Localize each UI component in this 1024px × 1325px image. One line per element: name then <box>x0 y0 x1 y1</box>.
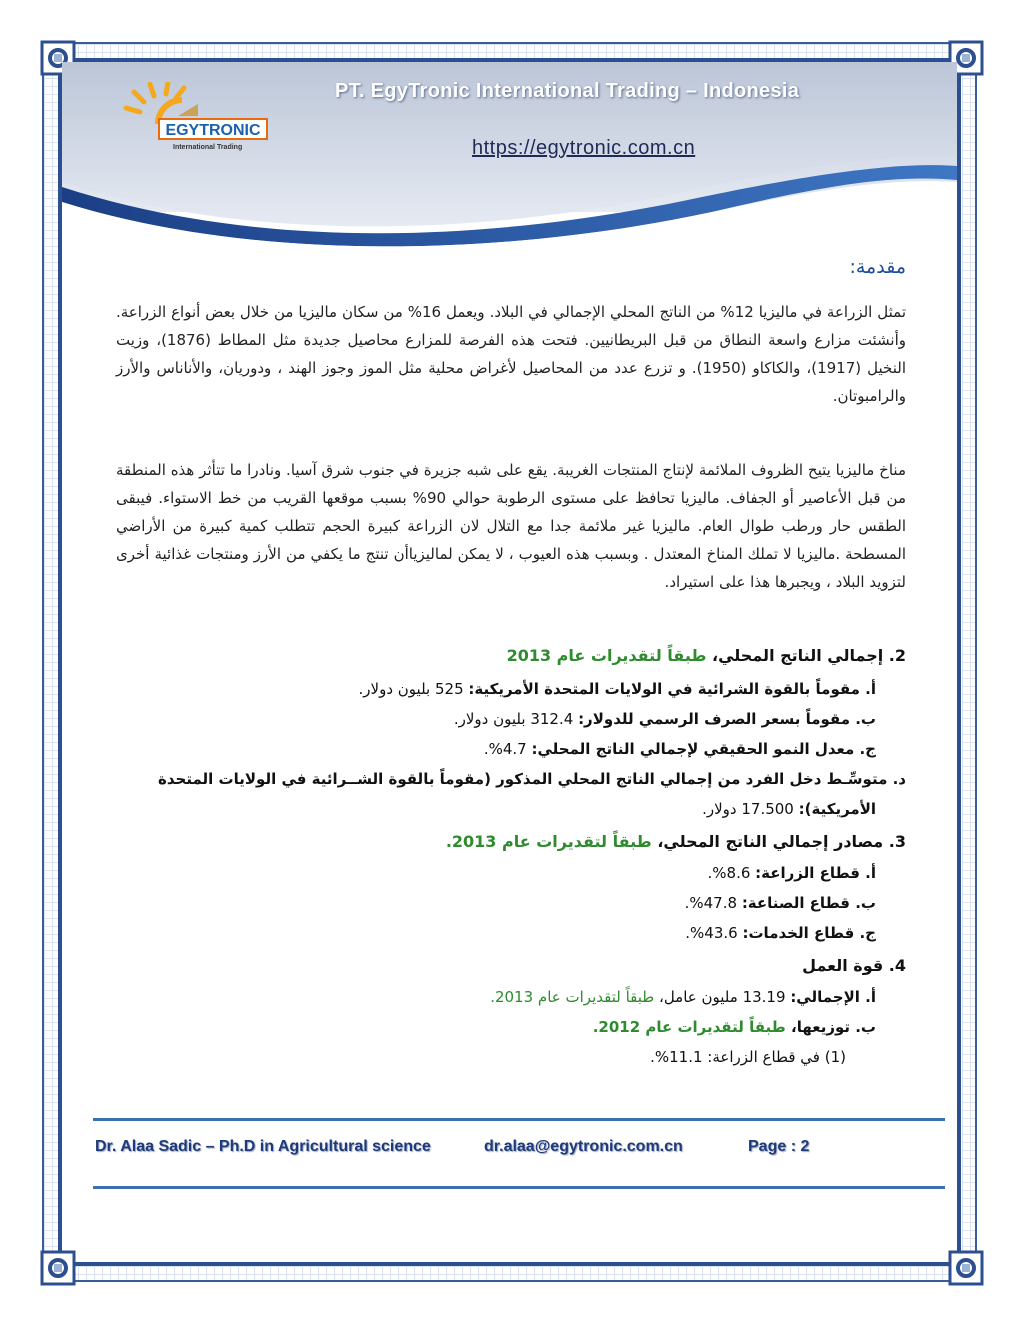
gdp-item-c <box>484 740 876 758</box>
intro-paragraph-2: مناخ ماليزيا يتيح الظروف الملائمة لإنتاج المنتجات الغريبة. يقع على شبه جزيرة في جنوب شرق آسيا. ونادرا ما تتأثر هذه المنطقة من قبل الأعاصير أو الجفاف. ماليزيا تحافظ على مستوى الرطوبة حوالي 90% بسبب موقعها القريب من خط الاستواء. فيبقى الطقس حار ورطب طوال العام. ماليزيا غير ملائمة جدا مع التلال لان الزراعة كبيرة الحجم تتطلب كمية كبيرة من الأراضي المسطحة .ماليزيا لا تملك المناخ المعتدل . وبسبب هذه العيوب ، لا يمكن لماليزياأن تنتج ما يكفي من الأرز ومنتجات غذائية أخرى لتزويد البلاد ، ويجبرها هذا على استيراد. <box>116 461 906 591</box>
sources-title-note: طبقاً لتقديرات عام 2013. <box>445 832 652 851</box>
corner-ornament-bottom-right <box>948 1250 984 1286</box>
sources-section-title <box>446 832 906 851</box>
footer-bottom-rule <box>93 1186 945 1189</box>
labor-b-note: طبقاً لتقديرات عام 2012. <box>592 1018 786 1036</box>
gdp-b-value: 312.4 بليون دولار. <box>453 710 574 728</box>
gdp-title-text: 2. إجمالي الناتج المحلي، <box>712 646 906 665</box>
corner-ornament-bottom-left <box>40 1250 76 1286</box>
gdp-title-note: طبقاً لتقديرات عام 2013 <box>506 646 707 665</box>
labor-a-note: طبقاً لتقديرات عام 2013. <box>490 988 655 1006</box>
sources-a-label: أ. قطاع الزراعة: <box>755 864 876 882</box>
sources-title-text: 3. مصادر إجمالي الناتج المحلي، <box>657 832 906 851</box>
sources-item-a <box>708 864 877 882</box>
sources-c-label: ج. قطاع الخدمات: <box>742 924 876 942</box>
gdp-c-label: ج. معدل النمو الحقيقي لإجمالي الناتج المحلي: <box>531 740 876 758</box>
sources-a-value: 8.6%. <box>707 864 751 882</box>
gdp-d-label2: الأمريكية): <box>798 800 876 818</box>
intro-paragraph-1: تمثل الزراعة في ماليزيا 12% من الناتج المحلي الإجمالي في البلاد. ويعمل 16% من سكان ماليزيا من خلال بعض أنواع الزراعة. وأنشئت مزارع واسعة النطاق من قبل البريطانيين. فتحت هذه الفرصة للمزارع محاصيل جديدة مثل المطاط (1876)، وزيت النخيل (1917)، والكاكاو (1950). و تزرع عدد من المحاصيل لأغراض محلية مثل الموز وجوز الهند ، ودوريان، والأناناس والأرز والرامبوتان. <box>116 303 907 405</box>
sources-c-value: 43.6%. <box>685 924 738 942</box>
gdp-a-label: أ. مقوماً بالقوة الشرائية في الولايات المتحدة الأمريكية: <box>468 680 876 698</box>
gdp-section-title <box>507 646 906 665</box>
logo-subtitle: International Trading <box>173 144 243 151</box>
labor-item-b <box>593 1018 876 1036</box>
labor-section-title: 4. قوة العمل <box>802 956 906 975</box>
labor-a-value: 13.19 مليون عامل، <box>658 988 786 1006</box>
gdp-item-a <box>359 680 876 698</box>
gdp-d-value: 17.500 دولار. <box>702 800 794 818</box>
intro-heading: مقدمة: <box>849 256 906 278</box>
gdp-item-b <box>454 710 876 728</box>
footer-page-number: Page : 2 <box>748 1138 810 1155</box>
gdp-c-value: 4.7%. <box>483 740 527 758</box>
sources-b-value: 47.8%. <box>684 894 738 912</box>
gdp-a-value: 525 بليون دولار. <box>358 680 464 698</box>
labor-a-label: أ. الإجمالي: <box>790 988 876 1006</box>
labor-item-b1: (1) في قطاع الزراعة: 11.1%. <box>650 1048 846 1066</box>
company-title: PT. EgyTronic International Trading – Indonesia <box>335 80 800 102</box>
footer-author: Dr. Alaa Sadic – Ph.D in Agricultural science <box>95 1138 431 1155</box>
footer-email-link[interactable]: dr.alaa@egytronic.com.cn <box>484 1138 683 1155</box>
sources-item-c <box>685 924 876 942</box>
company-logo <box>118 82 278 162</box>
labor-item-a <box>490 988 876 1006</box>
company-url-link[interactable]: https://egytronic.com.cn <box>472 137 696 159</box>
logo-text: EGYTRONIC <box>158 118 268 140</box>
gdp-item-d-label: د. متوسِّـط دخل الفرد من إجمالي الناتج المحلي المذكور (مقوماً بالقوة الشــرائية في الولايات المتحدة <box>158 770 906 788</box>
footer-top-rule <box>93 1118 945 1121</box>
gdp-item-d <box>702 800 876 818</box>
gdp-b-label: ب. مقوماً بسعر الصرف الرسمي للدولار: <box>578 710 876 728</box>
sources-b-label: ب. قطاع الصناعة: <box>741 894 876 912</box>
labor-b-label: ب. توزيعها، <box>791 1018 876 1036</box>
sources-item-b <box>685 894 876 912</box>
